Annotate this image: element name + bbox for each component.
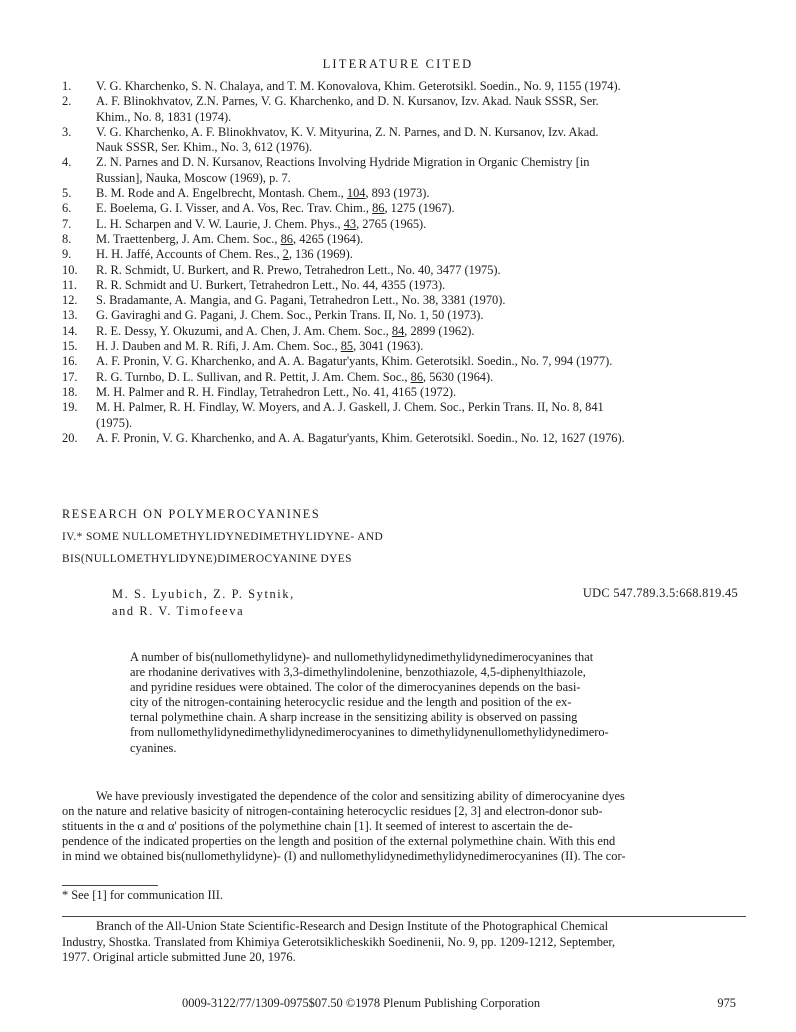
body-line: stituents in the α and α' positions of the polymethine chain [1]. It seemed of interest to ascertain the de- — [62, 819, 573, 834]
reference-text — [96, 247, 762, 262]
reference-number: 12. — [62, 293, 78, 308]
reference-item — [62, 125, 762, 140]
reference-citation: R. R. Schmidt, U. Burkert, and R. Prewo, Tetrahedron Lett., No. 40, 3477 (1975). — [96, 262, 501, 277]
reference-citation: M. H. Palmer and R. H. Findlay, Tetrahedron Lett., No. 41, 4165 (1972). — [96, 384, 457, 399]
abstract — [130, 650, 690, 756]
reference-citation: S. Bradamante, A. Mangia, and G. Pagani, Tetrahedron Lett., No. 38, 3381 (1970). — [96, 293, 506, 308]
body-line: We have previously investigated the dependence of the color and sensitizing ability of dimerocyanine dyes — [96, 789, 625, 803]
reference-volume: 43 — [343, 216, 357, 231]
reference-number: 10. — [62, 262, 78, 277]
reference-citation: Khim., No. 8, 1831 (1974). — [96, 109, 232, 124]
reference-citation: R. G. Turnbo, D. L. Sullivan, and R. Pettit, J. Am. Chem. Soc., — [96, 369, 411, 384]
reference-text — [96, 354, 762, 369]
reference-number — [62, 416, 96, 431]
reference-item — [62, 308, 762, 323]
reference-number: 9. — [62, 247, 72, 262]
reference-citation: M. H. Palmer, R. H. Findlay, W. Moyers, and A. J. Gaskell, J. Chem. Soc., Perkin Trans. II, No. 8, 841 — [96, 400, 604, 415]
reference-number: 6. — [62, 201, 72, 216]
reference-number: 20. — [62, 430, 78, 445]
authors-line-1: M. S. Lyubich, Z. P. Sytnik, — [112, 587, 295, 601]
reference-pages: , 5630 (1964). — [423, 369, 494, 384]
institution-divider — [62, 916, 746, 917]
reference-number: 4. — [62, 155, 72, 170]
reference-item — [62, 339, 762, 354]
reference-citation: Russian], Nauka, Moscow (1969), p. 7. — [96, 170, 291, 185]
reference-pages: , 2899 (1962). — [404, 323, 475, 338]
reference-text — [96, 110, 762, 125]
reference-pages: , 1275 (1967). — [384, 201, 455, 216]
reference-item — [62, 171, 762, 186]
reference-volume: 85 — [340, 339, 354, 354]
reference-citation: A. F. Pronin, V. G. Kharchenko, and A. A. Bagatur'yants, Khim. Geterotsikl. Soedin., No. 12, 1627 (1976). — [96, 430, 625, 445]
reference-text — [96, 232, 762, 247]
reference-number: 2. — [62, 94, 72, 109]
reference-item — [62, 354, 762, 369]
reference-citation: (1975). — [96, 415, 133, 430]
reference-item — [62, 140, 762, 155]
reference-item — [62, 385, 762, 400]
reference-citation: R. E. Dessy, Y. Okuzumi, and A. Chen, J. Am. Chem. Soc., — [96, 323, 392, 338]
reference-number: 7. — [62, 216, 72, 231]
reference-number: 3. — [62, 124, 72, 139]
reference-citation: V. G. Kharchenko, S. N. Chalaya, and T. M. Konovalova, Khim. Geterotsikl. Soedin., No. 9, 1155 (1974). — [96, 79, 621, 93]
reference-pages: , 4265 (1964). — [293, 231, 364, 246]
authors — [112, 586, 295, 620]
reference-pages: , 3041 (1963). — [353, 339, 424, 354]
reference-text — [96, 400, 762, 415]
reference-list — [62, 79, 762, 446]
reference-text — [96, 125, 762, 140]
reference-item — [62, 431, 762, 446]
reference-item — [62, 201, 762, 216]
reference-item — [62, 263, 762, 278]
reference-number: 18. — [62, 384, 78, 399]
reference-item — [62, 79, 762, 94]
reference-item — [62, 293, 762, 308]
reference-number: 8. — [62, 231, 72, 246]
abstract-line: and pyridine residues were obtained. The color of the dimerocyanines depends on the basi- — [130, 680, 581, 695]
reference-item — [62, 400, 762, 415]
body-line: on the nature and relative basicity of nitrogen-containing heterocyclic residues [2, 3] and electron-donor sub- — [62, 804, 603, 819]
reference-number: 13. — [62, 308, 78, 323]
reference-item — [62, 324, 762, 339]
article-title: RESEARCH ON POLYMEROCYANINES — [62, 507, 321, 521]
body-line: pendence of the indicated properties on the length and position of the external polymethine chain. With this end — [62, 834, 616, 849]
reference-volume: 86 — [372, 201, 385, 216]
reference-text — [96, 79, 762, 94]
reference-text — [96, 278, 762, 293]
reference-number: 5. — [62, 186, 72, 201]
reference-text — [96, 217, 762, 232]
reference-item — [62, 110, 762, 125]
institution-note — [62, 919, 752, 966]
reference-text — [96, 155, 762, 170]
abstract-line: cyanines. — [130, 740, 177, 755]
authors-line-2: and R. V. Timofeeva — [112, 604, 245, 618]
literature-cited-heading: LITERATURE CITED — [322, 57, 474, 71]
reference-citation: R. R. Schmidt and U. Burkert, Tetrahedron Lett., No. 44, 4355 (1973). — [96, 277, 446, 292]
institution-line: Branch of the All-Union State Scientific-Research and Design Institute of the Photographical Chemical — [96, 919, 609, 933]
reference-citation: H. J. Dauben and M. R. Rifi, J. Am. Chem. Soc., — [96, 339, 341, 354]
reference-number: 17. — [62, 369, 78, 384]
institution-line: Industry, Shostka. Translated from Khimiya Geterotsiklicheskikh Soedinenii, No. 9, pp. 1209-1212, September, — [62, 934, 616, 949]
reference-text — [96, 263, 762, 278]
page-number: 975 — [717, 996, 736, 1010]
reference-item — [62, 232, 762, 247]
reference-item — [62, 278, 762, 293]
reference-citation: V. G. Kharchenko, A. F. Blinokhvatov, K. V. Mityurina, Z. N. Parnes, and D. N. Kursanov, Izv. Akad. — [96, 124, 599, 139]
reference-text — [96, 186, 762, 201]
reference-item — [62, 217, 762, 232]
institution-line: 1977. Original article submitted June 20, 1976. — [62, 950, 296, 965]
body-text — [62, 789, 746, 864]
body-line: in mind we obtained bis(nullomethylidyne)- (I) and nullomethylidynedimethylidynedimerocyanines (II). The cor- — [62, 849, 626, 864]
reference-citation: Z. N. Parnes and D. N. Kursanov, Reactions Involving Hydride Migration in Organic Chemistry [in — [96, 155, 590, 170]
reference-number: 14. — [62, 323, 78, 338]
reference-volume: 2 — [282, 247, 289, 262]
reference-number — [62, 110, 96, 125]
reference-citation: H. H. Jaffé, Accounts of Chem. Res., — [96, 247, 283, 262]
reference-item — [62, 370, 762, 385]
reference-number: 19. — [62, 400, 78, 415]
reference-text — [96, 308, 762, 323]
reference-volume: 84 — [391, 323, 405, 338]
footnote-divider — [62, 885, 158, 886]
reference-citation: Nauk SSSR, Ser. Khim., No. 3, 612 (1976). — [96, 140, 313, 155]
abstract-line: A number of bis(nullomethylidyne)- and nullomethylidynedimethylidynedimerocyanines that — [130, 650, 594, 664]
reference-item — [62, 94, 762, 109]
reference-item — [62, 247, 762, 262]
reference-text — [96, 324, 762, 339]
reference-citation: L. H. Scharpen and V. W. Laurie, J. Chem. Phys., — [96, 216, 344, 231]
reference-volume: 104 — [346, 186, 366, 201]
reference-number: 11. — [62, 277, 78, 292]
abstract-line: from nullomethylidynedimethylidynedimerocyanines to dimethylidynenullomethylidynedimero- — [130, 725, 609, 740]
abstract-line: city of the nitrogen-containing heterocyclic residue and the length and position of the ex- — [130, 695, 572, 710]
reference-citation: A. F. Blinokhvatov, Z.N. Parnes, V. G. Kharchenko, and D. N. Kursanov, Izv. Akad. Nauk SSSR, Ser. — [96, 94, 599, 109]
reference-volume: 86 — [410, 369, 424, 384]
reference-pages: , 2765 (1965). — [356, 216, 427, 231]
article-subtitle-line-2: BIS(NULLOMETHYLIDYNE)DIMEROCYANINE DYES — [62, 553, 352, 565]
reference-text — [96, 171, 762, 186]
reference-text — [96, 431, 762, 446]
reference-citation: A. F. Pronin, V. G. Kharchenko, and A. A. Bagatur'yants, Khim. Geterotsikl. Soedin., No. 7, 994 (1977). — [96, 354, 613, 369]
footnote: * See [1] for communication III. — [62, 888, 224, 902]
article-subtitle-line-1: IV.* SOME NULLOMETHYLIDYNEDIMETHYLIDYNE- AND — [62, 531, 384, 543]
reference-item — [62, 186, 762, 201]
reference-number: 1. — [62, 79, 72, 93]
reference-text — [96, 385, 762, 400]
reference-volume: 86 — [280, 231, 293, 246]
reference-citation: E. Boelema, G. I. Visser, and A. Vos, Rec. Trav. Chim., — [96, 201, 373, 216]
reference-number — [62, 140, 96, 155]
reference-number: 16. — [62, 354, 78, 369]
reference-text — [96, 370, 762, 385]
reference-citation: G. Gaviraghi and G. Pagani, J. Chem. Soc., Perkin Trans. II, No. 1, 50 (1973). — [96, 308, 484, 323]
reference-citation: B. M. Rode and A. Engelbrecht, Montash. Chem., — [96, 186, 347, 201]
abstract-line: are rhodanine derivatives with 3,3-dimethylindolenine, benzothiazole, 4,5-diphenylthiazole, — [130, 665, 586, 680]
reference-number: 15. — [62, 339, 78, 354]
reference-pages: , 136 (1969). — [288, 247, 353, 262]
reference-text — [96, 201, 762, 216]
reference-pages: , 893 (1973). — [365, 186, 430, 201]
reference-item — [62, 155, 762, 170]
udc-code: UDC 547.789.3.5:668.819.45 — [582, 586, 738, 600]
copyright-code: 0009-3122/77/1309-0975$07.50 ©1978 Plenum Publishing Corporation — [182, 996, 541, 1010]
abstract-line: ternal polymethine chain. A sharp increase in the sensitizing ability is observed on passing — [130, 710, 578, 725]
reference-item — [62, 416, 762, 431]
reference-text — [96, 339, 762, 354]
reference-text — [96, 94, 762, 109]
reference-text — [96, 416, 762, 431]
reference-number — [62, 171, 96, 186]
reference-text — [96, 293, 762, 308]
reference-text — [96, 140, 762, 155]
reference-citation: M. Traettenberg, J. Am. Chem. Soc., — [96, 231, 281, 246]
